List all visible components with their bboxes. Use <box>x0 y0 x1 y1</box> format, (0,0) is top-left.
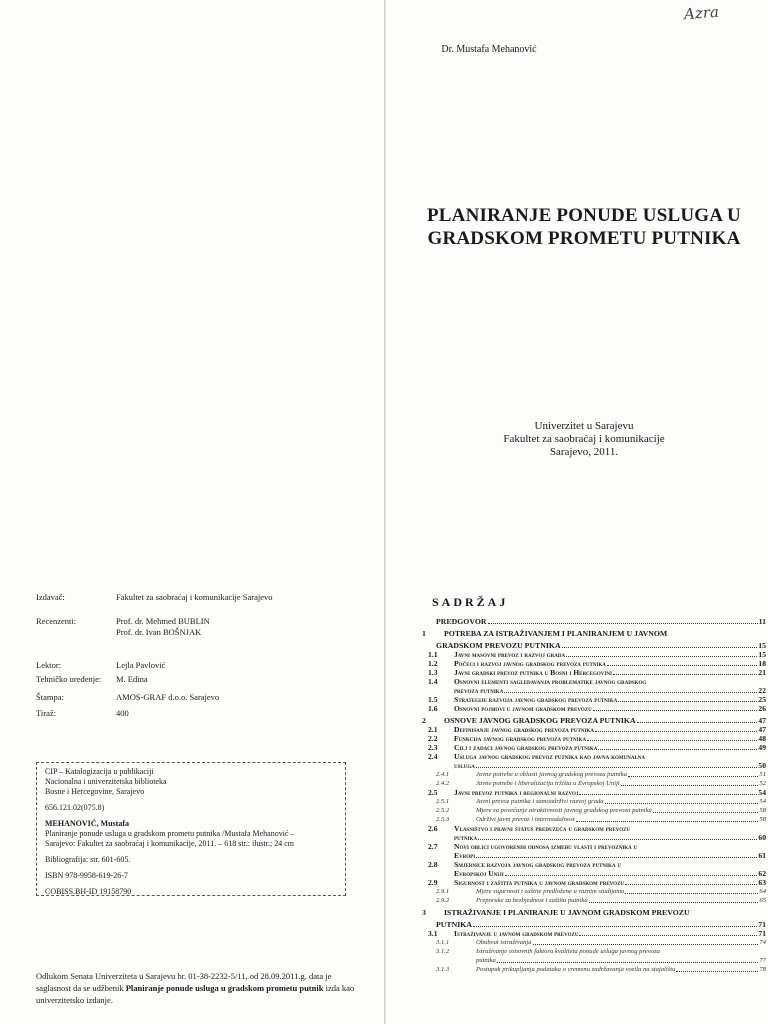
toc-entry-title: Mjere za povećanje atraktivnosti javnog gradskog prevoza putnika <box>476 807 652 814</box>
toc-entry-number: 3.1.3 <box>436 966 450 973</box>
toc-entry-page: 11 <box>758 617 766 626</box>
toc-entry-number: 1.6 <box>428 704 438 713</box>
toc-entry-title: Osnovni elementi sagledavanja problematike javnog gradskog <box>454 677 647 686</box>
toc-entry <box>414 842 766 851</box>
toc-entry-page: 74 <box>759 939 766 946</box>
toc-entry <box>414 629 766 638</box>
toc-entry-title: ISTRAŽIVANJE I PLANIRANJE U JAVNOM GRADSKOM PREVOZU <box>444 908 690 917</box>
toc-leader-dots <box>505 875 758 876</box>
toc-leader-dots <box>653 812 759 813</box>
toc-entry-number: 1.3 <box>428 668 438 677</box>
toc-entry <box>414 668 766 677</box>
cip-line: Bosne i Hercegovine, Sarajevo <box>45 787 145 796</box>
toc-entry-title: Istraživanje u javnom gradskom prevozu <box>454 929 579 938</box>
toc-entry-page: 60 <box>758 833 766 842</box>
toc-entry-title: putnika <box>454 833 478 842</box>
senate-decision: Odlukom Senata Univerziteta u Sarajevu br. 01-38-2232-5/11, od 28.09.2011.g. data je saglasnost da se udžbenik Planiranje ponude usluga u gradskom prometu putnik izda kao univerzitetsko izdanje. <box>36 971 355 1005</box>
toc-entry-page: 22 <box>758 686 766 695</box>
toc-leader-dots <box>621 785 759 786</box>
toc-entry-number: 3.1.1 <box>436 939 450 946</box>
toc-entry-title: prevoza putnika <box>454 686 504 695</box>
toc-entry-number: 2.8 <box>428 860 438 869</box>
toc-entry-number: 2.4 <box>428 752 438 761</box>
toc-entry-page: 48 <box>758 734 766 743</box>
toc-leader-dots <box>579 794 757 795</box>
faculty: Fakultet za saobraćaj i komunikacije <box>503 433 665 445</box>
toc-leader-dots <box>497 962 759 963</box>
toc-entry-number: 1.5 <box>428 695 438 704</box>
toc-entry-number: 3.1 <box>428 929 438 938</box>
toc-entry-number: 1.2 <box>428 659 438 668</box>
toc-entry-title: Sigurnost i zaštita putnika u javnom gradskom prevozu <box>454 878 625 887</box>
cip-cobiss: COBISS.BH-ID 19158790 <box>45 887 132 896</box>
toc-entry-number: 2.4.2 <box>436 780 450 787</box>
toc-leader-dots <box>478 839 757 840</box>
university: Univerzitet u Sarajevu <box>534 420 634 432</box>
toc-leader-dots <box>504 692 757 693</box>
toc-entry-title: GRADSKOM PREVOZU PUTNIKA <box>436 641 561 650</box>
place-year: Sarajevo, 2011. <box>549 446 619 458</box>
toc-entry-page: 15 <box>758 650 766 659</box>
toc-entry-title: OSNOVE JAVNOG GRADSKOG PREVOZA PUTNIKA <box>444 716 636 725</box>
toc-entry <box>414 887 766 896</box>
toc-entry <box>414 770 766 779</box>
toc-leader-dots <box>587 740 757 741</box>
toc-entry-number: 1 <box>422 629 426 638</box>
toc-entry-number: 2.4.1 <box>436 771 450 778</box>
toc-entry-page: 62 <box>758 869 766 878</box>
toc-leader-dots <box>473 926 757 927</box>
toc-entry <box>414 617 766 626</box>
cip-line: Nacionalna i univerzitetska biblioteka <box>45 777 167 786</box>
toc-entry <box>414 851 766 860</box>
toc-entry-number: 2 <box>422 716 426 725</box>
toc-entry-page: 78 <box>759 966 766 973</box>
toc-entry-page: 64 <box>759 888 766 895</box>
toc-entry-page: 49 <box>758 743 766 752</box>
toc-entry-title: Evropskoj Uniji <box>454 869 504 878</box>
toc-entry-page: 65 <box>759 897 766 904</box>
toc-entry-title: Funkcija javnog gradskog prevoza putnika <box>454 734 587 743</box>
cip-isbn: ISBN 978-9958-619-26-7 <box>45 871 128 880</box>
toc-leader-dots <box>576 821 759 822</box>
toc-entry-page: 77 <box>759 957 766 964</box>
toc-leader-dots <box>595 731 758 732</box>
toc-entry-title: Smjernice razvoja javnog gradskog prevoza putnika u <box>454 860 621 869</box>
toc-entry <box>414 704 766 713</box>
toc-entry-number: 2.3 <box>428 743 438 752</box>
toc-entry-page: 51 <box>759 771 766 778</box>
toc-leader-dots <box>476 857 757 858</box>
toc-entry <box>414 920 766 929</box>
toc-entry-page: 21 <box>758 668 766 677</box>
toc-entry-title: Novi oblici ugovorenih odnosa između vlasti i prevoznika u <box>454 842 638 851</box>
toc-entry-page: 63 <box>758 878 766 887</box>
toc-entry-page: 15 <box>758 641 766 650</box>
toc-entry <box>414 686 766 695</box>
toc-entry-page: 58 <box>759 816 766 823</box>
toc-entry <box>414 896 766 905</box>
toc-entry-title: Vlasništvo i pravni status preduzeća u gradskom prevozu <box>454 824 631 833</box>
toc-entry <box>414 869 766 878</box>
toc-entry <box>414 947 766 956</box>
toc-entry-page: 18 <box>758 659 766 668</box>
toc-entry-title: Javni prevoz putnika i samoodrživi razvoj grada <box>476 798 604 805</box>
toc-entry-title: Javne potrebe i liberalizacija tržišta u Evropskoj Uniji <box>476 780 620 787</box>
toc-entry-title: Istraživanje osnovnih faktora kvaliteta ponude usluga javnog prevoza <box>476 948 660 955</box>
toc-entry-title: PREDGOVOR <box>436 617 487 626</box>
toc-entry-title: Javne potrebe u oblasti javnog gradskog prevoza putnika <box>476 771 627 778</box>
toc-entry-number: 3 <box>422 908 426 917</box>
toc-leader-dots <box>589 902 759 903</box>
toc-entry <box>414 761 766 770</box>
handwritten-note: Azra <box>683 2 720 24</box>
toc-entry-title: Cilj i zadaci javnog gradskog prevoza putnika <box>454 743 598 752</box>
toc-entry <box>414 860 766 869</box>
cip-bibliography: Bibliografija: str. 601-605. <box>45 855 131 864</box>
toc-entry <box>414 833 766 842</box>
toc-entry-title: POTREBA ZA ISTRAŽIVANJEM I PLANIRANJEM U JAVNOM <box>444 629 668 638</box>
cip-author: MEHANOVIĆ, Mustafa <box>45 819 129 828</box>
toc-entry-number: 2.1 <box>428 725 438 734</box>
toc-leader-dots <box>533 944 759 945</box>
toc-entry <box>414 677 766 686</box>
toc-leader-dots <box>488 623 758 624</box>
toc-entry <box>414 878 766 887</box>
toc-entry <box>414 956 766 965</box>
toc-entry-title: Usluga javnog gradskog prevoz putnika kao javna komunalna <box>454 752 646 761</box>
toc-leader-dots <box>598 749 757 750</box>
toc-entry-number: 1.4 <box>428 677 438 686</box>
toc-entry-page: 58 <box>759 807 766 814</box>
toc-entry-number: 1.1 <box>428 650 438 659</box>
toc-leader-dots <box>562 647 758 648</box>
toc-entry-title: putnika <box>476 957 496 964</box>
toc-entry-number: 2.7 <box>428 842 438 851</box>
toc-entry-number: 2.5 <box>428 788 438 797</box>
toc-entry <box>414 779 766 788</box>
toc-entry-title: Mjere sigurnosti i zaštite predložene u raznim studijama <box>476 888 625 895</box>
toc-entry <box>414 659 766 668</box>
toc-entry-number: 2.2 <box>428 734 438 743</box>
cip-description: Planiranje ponude usluga u gradskom prometu putnika /Mustafa Mehanović – <box>45 829 295 838</box>
toc-entry <box>414 806 766 815</box>
toc-entry-page: 71 <box>758 920 766 929</box>
toc-entry-number: 2.6 <box>428 824 438 833</box>
toc-entry <box>414 695 766 704</box>
toc-entry-number: 2.9.1 <box>436 888 450 895</box>
cip-description: Sarajevo: Fakultet za saobraćaj i komunikacije, 2011. – 618 str.: ilustr.; 24 cm <box>45 839 294 848</box>
toc-entry-title: Javni prevoz putnika i regionalni razvoj <box>454 788 579 797</box>
toc-entry-title: Postupak prikupljanja podataka o vremenu zadržavanja vozila na stajalištu <box>476 966 676 973</box>
toc-entry-number: 2.9.2 <box>436 897 450 904</box>
toc-entry-title: Održivi javni prevoz i intermodalnost <box>476 816 575 823</box>
cip-udc: 656.121.02(075.8) <box>45 803 105 812</box>
toc-entry <box>414 641 766 650</box>
toc-entry-page: 50 <box>758 761 766 770</box>
toc-entry-page: 54 <box>759 798 766 805</box>
toc-entry-page: 52 <box>759 780 766 787</box>
toc-entry-page: 47 <box>758 725 766 734</box>
cip-record <box>36 762 346 896</box>
toc-entry <box>414 938 766 947</box>
toc-leader-dots <box>625 884 757 885</box>
toc-leader-dots <box>613 674 758 675</box>
toc-entry <box>414 650 766 659</box>
page-fold <box>384 0 386 1024</box>
toc-entry-number: 3.1.2 <box>436 948 450 955</box>
toc-entry-title: usluga <box>454 761 475 770</box>
toc-entry <box>414 824 766 833</box>
toc-leader-dots <box>637 722 758 723</box>
toc-entry-title: Počeci i razvoj javnog gradskog prevoza putnika <box>454 659 606 668</box>
toc-entry <box>414 788 766 797</box>
toc-entry <box>414 752 766 761</box>
toc-leader-dots <box>625 893 758 894</box>
toc-entry-number: 2.5.3 <box>436 816 450 823</box>
toc-heading: SADRŽAJ <box>432 595 509 609</box>
toc-entry-title: Strategije razvoja javnog gradskog prevoza putnika <box>454 695 618 704</box>
toc-entry-title: Preporuke za bezbjednost i zaštitu putnika <box>476 897 588 904</box>
toc-entry-page: 54 <box>758 788 766 797</box>
book-title <box>400 204 768 250</box>
toc-entry-page: 61 <box>758 851 766 860</box>
toc-entry-number: 2.9 <box>428 878 438 887</box>
toc-entry <box>414 743 766 752</box>
toc-entry <box>414 734 766 743</box>
toc-leader-dots <box>676 971 758 972</box>
toc-entry-title: Evropi <box>454 851 476 860</box>
table-of-contents <box>414 617 766 974</box>
toc-entry-page: 71 <box>758 929 766 938</box>
toc-entry <box>414 716 766 725</box>
title-line-1: PLANIRANJE PONUDE USLUGA U <box>427 205 741 226</box>
toc-entry <box>414 929 766 938</box>
toc-entry-title: Javni gradski prevoz putnika u Bosni i Hercegovini <box>454 668 612 677</box>
cip-line: CIP – Katalogizacija u publikaciji <box>45 767 154 776</box>
toc-leader-dots <box>618 701 757 702</box>
toc-entry <box>414 725 766 734</box>
toc-leader-dots <box>476 767 758 768</box>
toc-entry <box>414 908 766 917</box>
toc-entry-title: Osnovni pojmovi u javnom gradskom prevozu <box>454 704 592 713</box>
toc-entry-title: Definisanje javnog gradskog prevoza putnika <box>454 725 594 734</box>
toc-leader-dots <box>566 656 757 657</box>
toc-entry-page: 26 <box>758 704 766 713</box>
title-line-2: GRADSKOM PROMETU PUTNIKA <box>427 228 741 249</box>
toc-leader-dots <box>593 710 758 711</box>
toc-entry-title: PUTNIKA <box>436 920 472 929</box>
toc-entry-page: 25 <box>758 695 766 704</box>
toc-entry <box>414 797 766 806</box>
publisher-block <box>400 420 768 459</box>
toc-leader-dots <box>579 935 757 936</box>
toc-leader-dots <box>628 776 758 777</box>
toc-entry <box>414 965 766 974</box>
toc-entry-number: 2.5.2 <box>436 807 450 814</box>
toc-leader-dots <box>605 803 759 804</box>
toc-entry <box>414 815 766 824</box>
toc-entry-title: Javni masovni prevoz i razvoj grada <box>454 650 566 659</box>
author-name: Dr. Mustafa Mehanović <box>441 44 537 55</box>
toc-leader-dots <box>607 665 758 666</box>
toc-entry-number: 2.5.1 <box>436 798 450 805</box>
toc-entry-title: Obuhvat istraživanja <box>476 939 532 946</box>
toc-entry-page: 47 <box>758 716 766 725</box>
